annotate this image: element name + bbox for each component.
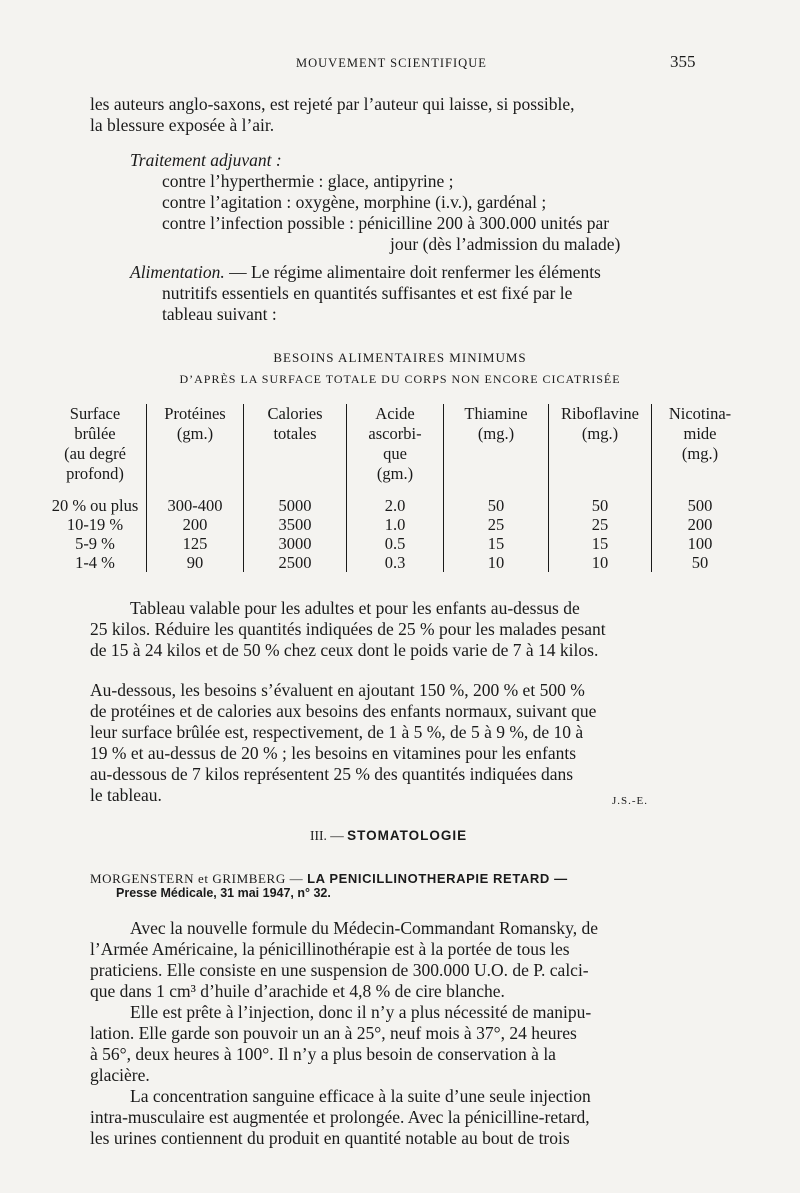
article-authors: MORGENSTERN et GRIMBERG bbox=[90, 871, 286, 886]
paragraph-line: 19 % et au-dessus de 20 % ; les besoins en vitamines pour les enfants bbox=[90, 743, 577, 763]
traitement-heading: Traitement adjuvant : bbox=[130, 150, 282, 170]
paragraph-line: glacière. bbox=[90, 1065, 150, 1085]
list-item: contre l’agitation : oxygène, morphine (i.v.), gardénal ; bbox=[162, 192, 547, 212]
section-title: STOMATOLOGIE bbox=[347, 828, 468, 843]
traitement-list bbox=[162, 171, 609, 234]
paragraph-line: La concentration sanguine efficace à la suite d’une seule injection bbox=[130, 1086, 591, 1106]
list-item: jour (dès l’admission du malade) bbox=[390, 234, 621, 254]
paragraph-line: 25 kilos. Réduire les quantités indiquées de 25 % pour les malades pesant bbox=[90, 619, 606, 639]
alimentation-line: nutritifs essentiels en quantités suffisantes et est fixé par le bbox=[162, 283, 573, 303]
alimentation-line: tableau suivant : bbox=[162, 304, 277, 324]
paragraph-line: que dans 1 cm³ d’huile d’arachide et 4,8 % de cire blanche. bbox=[90, 981, 505, 1001]
intro-line: la blessure exposée à l’air. bbox=[90, 115, 275, 135]
alimentation-heading: Alimentation. bbox=[130, 262, 225, 282]
table-row: 5-9 % 125 3000 0.5 15 15 100 bbox=[44, 534, 748, 553]
paragraph-line: lation. Elle garde son pouvoir un an à 25°, neuf mois à 37°, 24 heures bbox=[90, 1023, 577, 1043]
header-nicotinamide: Nicotina- mide (mg.) bbox=[652, 404, 749, 496]
paragraph-line: de protéines et de calories aux besoins des enfants normaux, suivant que bbox=[90, 701, 597, 721]
table-note-paragraph bbox=[90, 598, 710, 661]
table-header-row bbox=[44, 404, 748, 496]
table-row: 1-4 % 90 2500 0.3 10 10 50 bbox=[44, 553, 748, 572]
paragraph-line: de 15 à 24 kilos et de 50 % chez ceux dont le poids varie de 7 à 14 kilos. bbox=[90, 640, 599, 660]
paragraph-line: intra-musculaire est augmentée et prolongée. Avec la pénicilline-retard, bbox=[90, 1107, 590, 1127]
table-row: 10-19 % 200 3500 1.0 25 25 200 bbox=[44, 515, 748, 534]
article-title: LA PENICILLINOTHERAPIE RETARD — bbox=[307, 871, 568, 886]
section-number: III. — bbox=[310, 828, 348, 843]
paragraph-line: le tableau. bbox=[90, 785, 162, 805]
alimentation-paragraph bbox=[130, 262, 601, 283]
table-caption-title: BESOINS ALIMENTAIRES MINIMUMS bbox=[273, 350, 527, 365]
paragraph-line: Elle est prête à l’injection, donc il n’y a plus nécessité de manipu- bbox=[130, 1002, 592, 1022]
intro-line: les auteurs anglo-saxons, est rejeté par l’auteur qui laisse, si possible, bbox=[90, 94, 575, 114]
header-surface: Surface brûlée (au degré profond) bbox=[64, 404, 126, 483]
children-needs-paragraph bbox=[90, 680, 710, 806]
list-item: contre l’hyperthermie : glace, antipyrine ; bbox=[162, 171, 454, 191]
page-number: 355 bbox=[670, 52, 696, 71]
header-riboflavine: Riboflavine (mg.) bbox=[549, 404, 652, 496]
list-item: contre l’infection possible : pénicilline 200 à 300.000 unités par bbox=[162, 213, 610, 233]
paragraph-line: l’Armée Américaine, la pénicillinothérapie est à la portée de tous les bbox=[90, 939, 570, 959]
table-caption-subtitle: D’APRÈS LA SURFACE TOTALE DU CORPS NON ENCORE CICATRISÉE bbox=[179, 372, 621, 386]
paragraph-line: leur surface brûlée est, respectivement, de 1 à 5 %, de 5 à 9 %, de 10 à bbox=[90, 722, 584, 742]
alimentation-continuation bbox=[162, 283, 572, 325]
paragraph-line: à 56°, deux heures à 100°. Il n’y a plus besoin de conservation à la bbox=[90, 1044, 556, 1064]
paragraph-line: Avec la nouvelle formule du Médecin-Commandant Romansky, de bbox=[130, 918, 598, 938]
header-calories: Calories totales bbox=[244, 404, 347, 496]
article-body bbox=[90, 918, 710, 1149]
table-row: 20 % ou plus 300-400 5000 2.0 50 50 500 bbox=[44, 496, 748, 515]
running-header: MOUVEMENT SCIENTIFIQUE bbox=[296, 56, 487, 70]
paragraph-line: Tableau valable pour les adultes et pour les enfants au-dessus de bbox=[130, 598, 580, 618]
paragraph-line: Au-dessous, les besoins s’évaluent en ajoutant 150 %, 200 % et 500 % bbox=[90, 680, 585, 700]
header-proteines: Protéines (gm.) bbox=[147, 404, 244, 496]
intro-paragraph bbox=[90, 94, 575, 136]
alimentation-text: — Le régime alimentaire doit renfermer les éléments bbox=[224, 262, 601, 282]
header-thiamine: Thiamine (mg.) bbox=[444, 404, 549, 496]
author-signature: J.S.-E. bbox=[612, 795, 649, 807]
section-heading bbox=[310, 828, 467, 844]
article-source: Presse Médicale, 31 mai 1947, n° 32. bbox=[116, 886, 331, 900]
paragraph-line: les urines contiennent du produit en quantité notable au bout de trois bbox=[90, 1128, 570, 1148]
article-heading: MORGENSTERN et GRIMBERG — LA PENICILLINOTHERAPIE RETARD — bbox=[90, 871, 568, 886]
paragraph-line: au-dessous de 7 kilos représentent 25 % des quantités indiquées dans bbox=[90, 764, 574, 784]
paragraph-line: praticiens. Elle consiste en une suspension de 300.000 U.O. de P. calci- bbox=[90, 960, 589, 980]
header-acide: Acide ascorbi- que (gm.) bbox=[347, 404, 444, 496]
nutrition-table bbox=[44, 404, 748, 572]
